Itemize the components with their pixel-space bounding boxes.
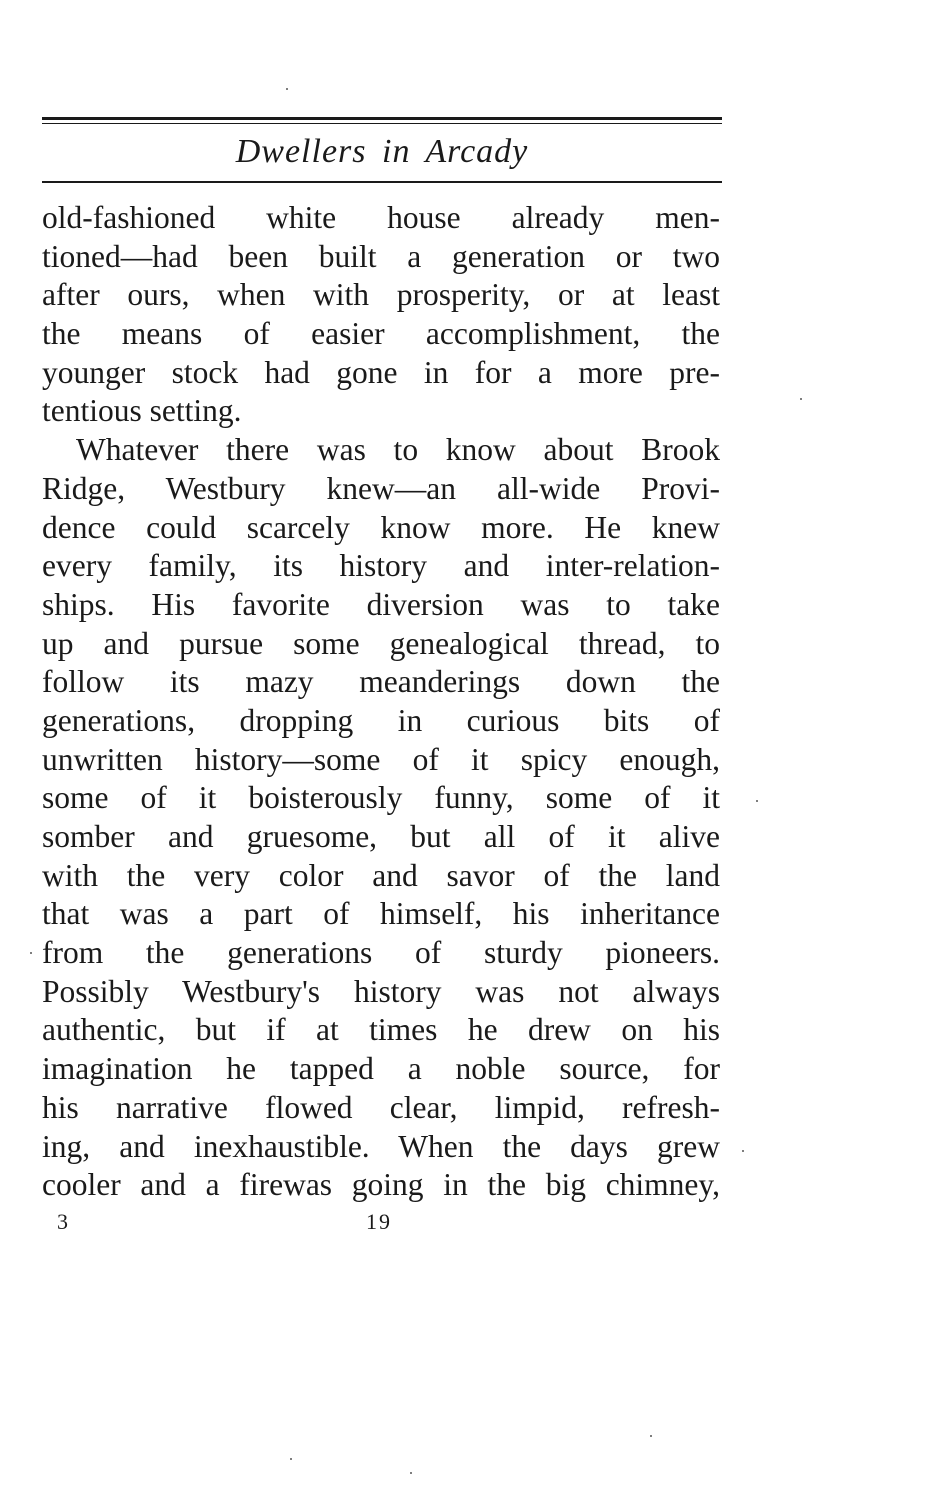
running-head: Dwellers in Arcady <box>235 133 529 170</box>
text-line: somber and gruesome, but all of it alive <box>42 819 720 854</box>
text-line: tentious setting. <box>42 393 242 429</box>
header-rule-thin <box>42 123 722 124</box>
text-line: tioned—had been built a generation or two <box>42 238 720 274</box>
text-line: old-fashioned white house already men- <box>42 200 720 235</box>
scan-speck <box>756 800 758 802</box>
scan-speck <box>290 1458 292 1460</box>
page-number: 19 <box>366 1209 392 1234</box>
text-line: generations, dropping in curious bits of <box>42 702 720 738</box>
scan-speck <box>30 952 32 954</box>
running-head-rule <box>42 181 722 183</box>
signature-mark: 3 <box>57 1209 68 1234</box>
text-line: some of it boisterously funny, some of it <box>42 780 720 816</box>
body-text <box>42 199 720 1205</box>
text-line: the means of easier accomplishment, the <box>42 316 720 352</box>
text-line: Possibly Westbury's history was not always <box>42 973 720 1009</box>
text-line: Ridge, Westbury knew—an all-wide Provi- <box>42 470 720 506</box>
text-line: imagination he tapped a noble source, for <box>42 1051 720 1087</box>
text-line: cooler and a firewas going in the big chimney, <box>42 1167 720 1203</box>
scan-speck <box>800 398 802 400</box>
text-line: ships. His favorite diversion was to take <box>42 586 720 622</box>
text-line: dence could scarcely know more. He knew <box>42 509 720 545</box>
text-line: follow its mazy meanderings down the <box>42 664 720 700</box>
text-line: authentic, but if at times he drew on his <box>42 1012 720 1048</box>
text-line: Whatever there was to know about Brook <box>76 432 720 468</box>
text-line: that was a part of himself, his inheritance <box>42 896 720 932</box>
text-line: after ours, when with prosperity, or at least <box>42 277 720 313</box>
scan-speck <box>410 1472 412 1474</box>
header-rule-thick <box>42 117 722 120</box>
scan-speck <box>742 1150 744 1152</box>
text-line: younger stock had gone in for a more pre- <box>42 354 720 390</box>
text-line: up and pursue some genealogical thread, to <box>42 625 720 661</box>
scan-speck <box>650 1435 652 1437</box>
text-line: every family, its history and inter-relation- <box>42 548 720 584</box>
text-line: ing, and inexhaustible. When the days grew <box>42 1128 720 1164</box>
text-line: from the generations of sturdy pioneers. <box>42 935 720 971</box>
text-line: his narrative flowed clear, limpid, refresh- <box>42 1089 720 1125</box>
text-line: with the very color and savor of the land <box>42 857 720 893</box>
text-line: unwritten history—some of it spicy enough, <box>42 741 720 777</box>
scan-speck <box>286 88 288 90</box>
